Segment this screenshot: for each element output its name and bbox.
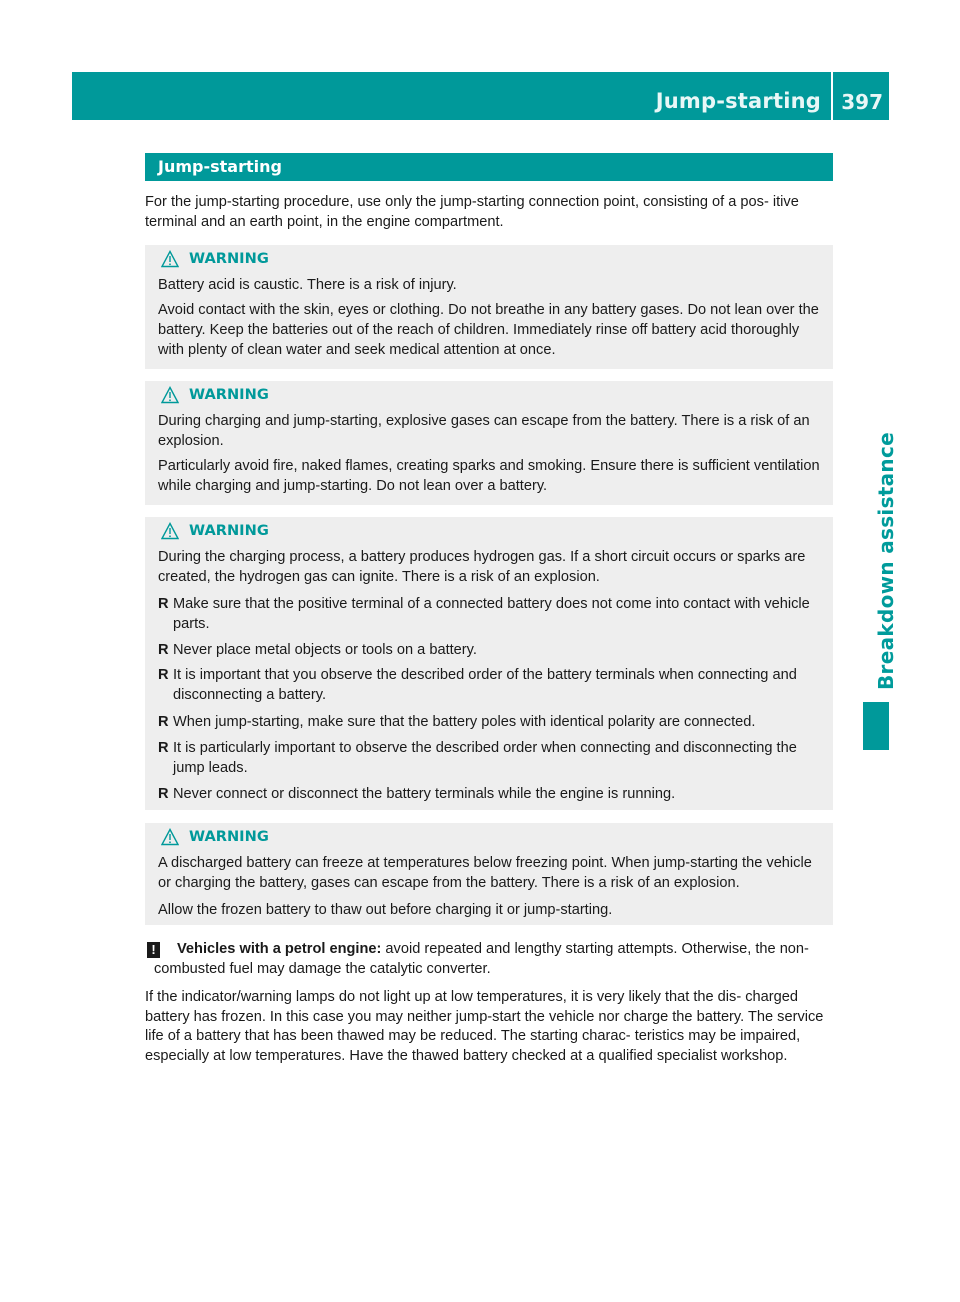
warning-text: Allow the frozen battery to thaw out before charging it or jump-starting. <box>158 902 613 918</box>
bullet-marker: R <box>158 642 169 658</box>
warning-text: During the charging process, a battery produces hydrogen gas. If a short circuit occurs or sparks are created, the hydrogen gas can ignite. There is a risk of an explosion. <box>158 549 806 585</box>
warning-triangle-icon <box>161 522 179 540</box>
warning-label: WARNING <box>189 522 269 539</box>
chapter-tab-label: Breakdown assistance <box>874 432 898 690</box>
section-title: Jump-starting <box>158 157 282 176</box>
warning-triangle-icon <box>161 828 179 846</box>
warning-text: Battery acid is caustic. There is a risk of injury. <box>158 277 457 293</box>
warning-triangle-icon <box>161 386 179 404</box>
list-item-text: Make sure that the positive terminal of a connected battery does not come into contact with vehicle parts. <box>173 596 810 632</box>
warning-text: A discharged battery can freeze at temperatures below freezing point. When jump-starting the vehicle or charging the battery, gases can escape from the battery. There is a risk of an explosion. <box>158 855 812 891</box>
warning-text: Avoid contact with the skin, eyes or clothing. Do not breathe in any battery gases. Do not lean over the battery. Keep the batteries out of the reach of children. Immediately rinse off battery acid thoroughly with plenty of clean water and seek medical attention at once. <box>158 302 819 358</box>
warning-box <box>145 517 833 810</box>
list-item-text: It is important that you observe the described order of the battery terminals when connecting and disconnecting a battery. <box>173 667 797 703</box>
page-number: 397 <box>841 90 883 114</box>
notice-text <box>145 940 835 979</box>
list-item <box>158 739 828 779</box>
list-item-text: Never connect or disconnect the battery terminals while the engine is running. <box>173 786 676 802</box>
bullet-marker: R <box>158 786 169 802</box>
list-item <box>158 666 828 706</box>
warning-label: WARNING <box>189 828 269 845</box>
list-item <box>158 713 828 733</box>
notice-heading: Vehicles with a petrol engine: <box>177 941 382 957</box>
notice <box>145 940 835 979</box>
chapter-tab-marker <box>863 702 889 750</box>
header-divider <box>831 72 833 120</box>
warning-box <box>145 823 833 925</box>
warning-text: During charging and jump-starting, explosive gases can escape from the battery. There is a risk of an explosion. <box>158 413 810 449</box>
intro-paragraph: For the jump-starting procedure, use only the jump-starting connection point, consisting of a pos- itive terminal and an earth point, in the engine compartment. <box>145 194 799 230</box>
exclamation-icon: ! <box>147 942 160 958</box>
list-item <box>158 785 828 805</box>
bullet-marker: R <box>158 740 169 756</box>
list-item <box>158 641 828 661</box>
list-item <box>158 595 828 635</box>
warning-triangle-icon <box>161 250 179 268</box>
bullet-marker: R <box>158 667 169 683</box>
list-item-text: When jump-starting, make sure that the battery poles with identical polarity are connected. <box>173 714 756 730</box>
bullet-marker: R <box>158 596 169 612</box>
warning-box <box>145 381 833 505</box>
warning-label: WARNING <box>189 250 269 267</box>
warning-text: Particularly avoid fire, naked flames, creating sparks and smoking. Ensure there is sufficient ventilation while charging and jump-starting. Do not lean over a battery. <box>158 458 820 494</box>
warning-box <box>145 245 833 369</box>
warning-label: WARNING <box>189 386 269 403</box>
section-heading <box>145 153 833 181</box>
list-item-text: It is particularly important to observe the described order when connecting and disconnecting the jump leads. <box>173 740 797 776</box>
closing-paragraph: If the indicator/warning lamps do not light up at low temperatures, it is very likely that the dis- charged battery has frozen. In this case you may neither jump-start the vehicle nor charge the battery. The service life of a battery that has been thawed may be reduced. The starting charac- teristics may be impaired, especially at low temperatures. Have the thawed battery checked at a qualified specialist workshop. <box>145 989 824 1064</box>
page-header <box>72 72 889 120</box>
notice-body: avoid repeated and lengthy starting attempts. Otherwise, the non-combusted fuel may damage the catalytic converter. <box>154 941 809 977</box>
header-title: Jump-starting <box>655 89 821 113</box>
list-item-text: Never place metal objects or tools on a battery. <box>173 642 477 658</box>
bullet-marker: R <box>158 714 169 730</box>
